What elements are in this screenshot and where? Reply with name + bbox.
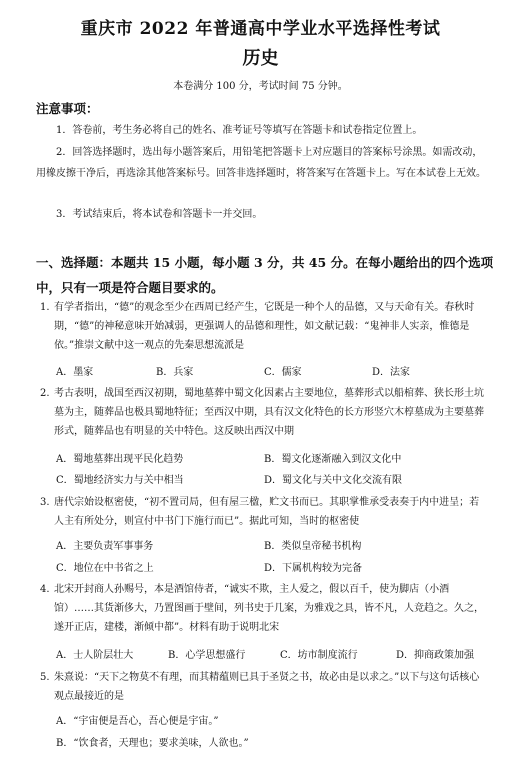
option-d[interactable]: D．蜀文化与关中文化交流有限 (264, 475, 403, 486)
option-a[interactable]: A．蜀地墓葬出现平民化趋势 (56, 454, 184, 465)
question-stem: 有学者指出，“德”的观念至少在西周已经产生，它既是一种个人的品德，又与天命有关。春秋时期，“德”的神秘意味开始减弱，更强调人的品德和理性，如文献记载：“鬼神非人实亲，惟德是依。”推崇文献中这一观点的先秦思想流派是 (54, 302, 475, 351)
question-stem: 北宋开封商人孙赐号，本是酒馆侍者，“诚实不欺，主人爱之，假以百千，使为脚店（小酒馆）……其货渐侈大，乃置图画于壁间，列书史于几案，为雅戏之具，皆不凡，人竞趋之。久之，遂开正店，建楼，渐倾中都”。材料有助于说明北宋 (54, 584, 484, 633)
question-number: 3. (40, 497, 50, 508)
exam-info: 本卷满分 100 分，考试时间 75 分钟。 (173, 81, 348, 92)
option-a[interactable]: A．士人阶层壮大 (56, 650, 134, 661)
note-item-2: 2．回答选择题时，选出每小题答案后，用铅笔把答题卡上对应题目的答案标号涂黑。如需改动，用橡皮擦干净后，再选涂其他答案标号。回答非选择题时，将答案写在答题卡上。写在本试卷上无效。 (36, 147, 486, 179)
question-2 (40, 384, 486, 441)
option-b[interactable]: B．蜀文化逐渐融入到汉文化中 (264, 454, 402, 465)
note-item-3: 3．考试结束后，将本试卷和答题卡一并交回。 (56, 209, 263, 220)
question-number: 1. (40, 302, 50, 313)
exam-title: 重庆市 2022 年普通高中学业水平选择性考试 (80, 19, 441, 39)
subject-title: 历史 (242, 48, 279, 69)
option-a[interactable]: A．主要负责军事事务 (56, 541, 154, 552)
note-item-1: 1．答卷前，考生务必将自己的姓名、准考证号等填写在答题卡和试卷指定位置上。 (56, 125, 423, 136)
option-d[interactable]: D．法家 (372, 367, 411, 378)
option-c[interactable]: C．坊市制度流行 (280, 650, 358, 661)
option-a[interactable]: A．“宇宙便是吾心，吾心便是宇宙。” (56, 716, 219, 727)
question-stem: 朱熹说：“天下之物莫不有理，而其精蕴则已具于圣贤之书，故必由是以求之。”以下与这句话核心观点最接近的是 (54, 672, 480, 702)
option-a[interactable]: A．墨家 (56, 367, 94, 378)
section-title (36, 250, 496, 300)
question-number: 4. (40, 584, 50, 595)
option-c[interactable]: C．蜀地经济实力与关中相当 (56, 475, 184, 486)
option-d[interactable]: D．抑商政策加强 (396, 650, 475, 661)
option-b[interactable]: B．类似皇帝秘书机构 (264, 541, 362, 552)
question-4 (40, 580, 486, 637)
question-number: 2. (40, 388, 50, 399)
option-b[interactable]: B．“饮食者，天理也；要求美味，人欲也。” (56, 738, 249, 749)
notes-heading: 注意事项： (36, 101, 99, 116)
option-c[interactable]: C．儒家 (264, 367, 302, 378)
question-1 (40, 298, 486, 355)
question-stem: 考古表明，战国至西汉初期，蜀地墓葬中蜀文化因素占主要地位，墓葬形式以船棺葬、狭长形土坑墓为主，随葬品也极具蜀地特征；至西汉中期，具有汉文化特色的长方形竖穴木椁墓成为主要墓葬形式，随葬品也有明显的关中特色。这反映出西汉中期 (54, 388, 484, 437)
section-title-text: 一、选择题：本题共 15 小题，每小题 3 分，共 45 分。在每小题给出的四个选项中，只有一项是符合题目要求的。 (36, 255, 494, 295)
question-3 (40, 493, 486, 531)
option-d[interactable]: D．下属机构较为完备 (264, 563, 363, 574)
question-stem: 唐代宗始设枢密使，“初不置司局，但有屋三楹，贮文书而已。其职掌惟承受表奏于内中进呈；若人主有所处分，则宣付中书门下施行而已”。据此可知，当时的枢密使 (54, 497, 480, 527)
question-number: 5. (40, 672, 50, 683)
option-c[interactable]: C．地位在中书省之上 (56, 563, 154, 574)
option-b[interactable]: B．心学思想盛行 (168, 650, 246, 661)
question-5 (40, 668, 486, 706)
option-b[interactable]: B．兵家 (156, 367, 194, 378)
